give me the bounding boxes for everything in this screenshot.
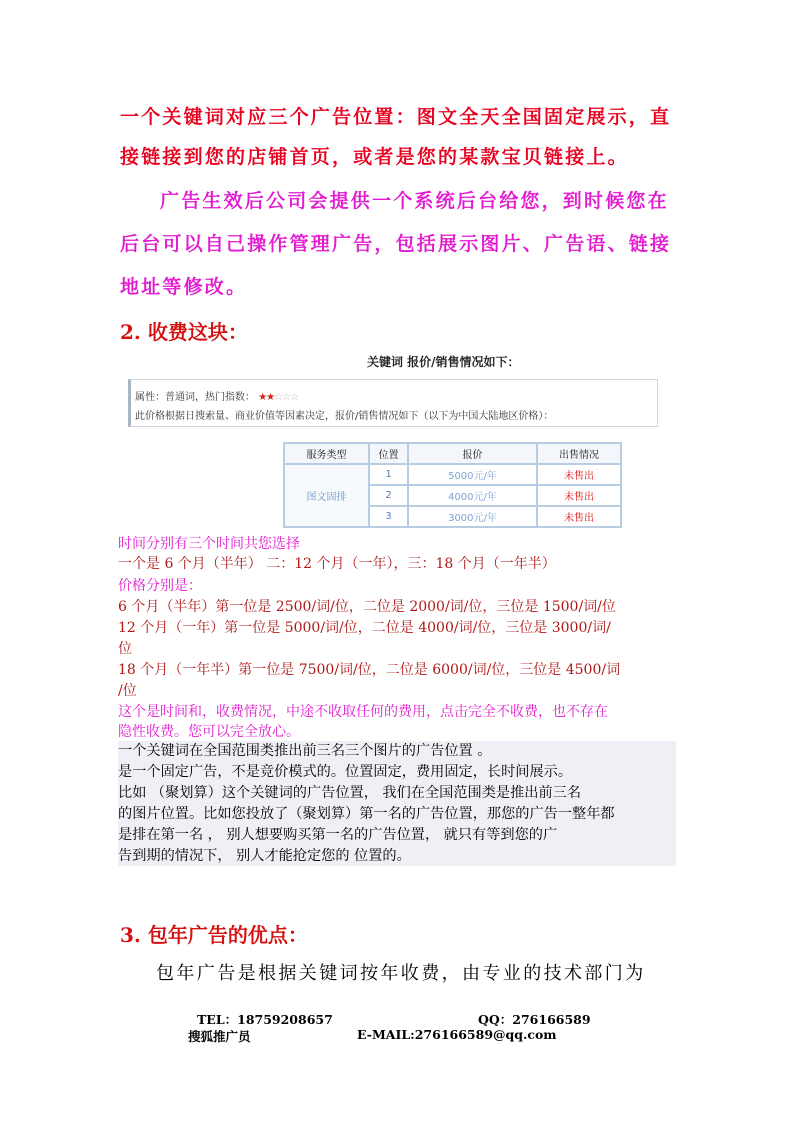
backend-line-2: 后台可以自己操作管理广告，包括展示图片、广告语、链接 [120, 233, 672, 255]
footer-email: E-MAIL:276166589@qq.com [357, 1027, 557, 1042]
hot-index-stars-icon: ★★☆☆☆ [258, 392, 299, 403]
status-cell: 未售出 [537, 485, 621, 506]
attribute-note: 此价格根据日搜索量、商业价值等因素决定，报价/销售情况如下（以下为中国大陆地区价格）： [135, 411, 554, 422]
fee-note-line-1: 这个是时间和，收费情况，中途不收取任何的费用，点击完全不收费，也不存在 [118, 704, 608, 720]
price-cell: 4000元/年 [408, 485, 537, 506]
table-row [284, 464, 621, 485]
price-cell: 3000元/年 [408, 506, 537, 527]
price-line-18-months: 18 个月（一年半）第一位是 7500/词/位，二位是 6000/词/位，三位是 4500/词 [118, 662, 621, 678]
position-cell: 1 [369, 464, 408, 485]
fee-note-line-2: 隐性收费。您可以完全放心。 [118, 724, 300, 740]
footer-qq: QQ：276166589 [478, 1012, 591, 1027]
explain-line-5: 是排在第一名 ， 别人想要购买第一名的广告位置， 就只有等到您的广 [118, 827, 558, 843]
header-price: 报价 [408, 443, 537, 464]
footer-tel: TEL：18759208657 [197, 1012, 333, 1027]
attribute-line [135, 388, 298, 403]
intro-line-1: 一个关键词对应三个广告位置：图文全天全国固定展示，直 [120, 106, 672, 128]
header-service-type: 服务类型 [284, 443, 369, 464]
explain-line-6: 告到期的情况下， 别人才能抢定您的 位置的。 [118, 848, 411, 864]
price-line-12-months-cont: 位 [118, 641, 132, 657]
explain-line-2: 是一个固定广告，不是竞价模式的。位置固定，费用固定，长时间展示。 [118, 764, 573, 780]
service-type-cell: 图文固排 [284, 464, 369, 527]
price-table-header [284, 443, 621, 464]
price-title: 价格分别是： [118, 578, 202, 594]
header-sale-status: 出售情况 [537, 443, 621, 464]
status-cell: 未售出 [537, 506, 621, 527]
position-cell: 2 [369, 485, 408, 506]
status-cell: 未售出 [537, 464, 621, 485]
backend-line-3: 地址等修改。 [120, 276, 248, 298]
explain-line-1: 一个关键词在全国范围类推出前三名三个图片的广告位置 。 [118, 743, 492, 759]
price-line-6-months: 6 个月（半年）第一位是 2500/词/位，二位是 2000/词/位，三位是 1500/词/位 [118, 599, 616, 615]
intro-line-2: 接链接到您的店铺首页，或者是您的某款宝贝链接上。 [120, 146, 629, 168]
footer-company: 搜狐推广员 [188, 1029, 251, 1044]
backend-line-1: 广告生效后公司会提供一个系统后台给您，到时候您在 [160, 190, 669, 212]
explain-line-4: 的图片位置。比如您投放了（聚划算）第一名的广告位置，那您的广告一整年都 [118, 806, 615, 822]
header-position: 位置 [369, 443, 408, 464]
attribute-label: 属性：普通词，热门指数： [135, 392, 255, 403]
price-line-12-months: 12 个月（一年）第一位是 5000/词/位，二位是 4000/词/位，三位是 3000/词/ [118, 620, 611, 636]
price-cell: 5000元/年 [408, 464, 537, 485]
section2-heading: 2. 收费这块： [120, 320, 248, 344]
time-options-title: 时间分别有三个时间共您选择 [118, 536, 300, 552]
pricing-caption: 关键词 报价/销售情况如下： [367, 355, 520, 369]
explain-line-3: 比如 （聚划算）这个关键词的广告位置， 我们在全国范围类是推出前三名 [118, 785, 582, 801]
time-options: 一个是 6 个月（半年） 二：12 个月（一年），三：18 个月（一年半） [118, 556, 556, 572]
position-cell: 3 [369, 506, 408, 527]
attribute-box [128, 379, 658, 427]
price-line-18-months-cont: /位 [118, 683, 137, 699]
section3-text: 包年广告是根据关键词按年收费，由专业的技术部门为 [156, 963, 646, 984]
price-table [283, 442, 622, 528]
section3-heading: 3. 包年广告的优点： [120, 923, 308, 947]
